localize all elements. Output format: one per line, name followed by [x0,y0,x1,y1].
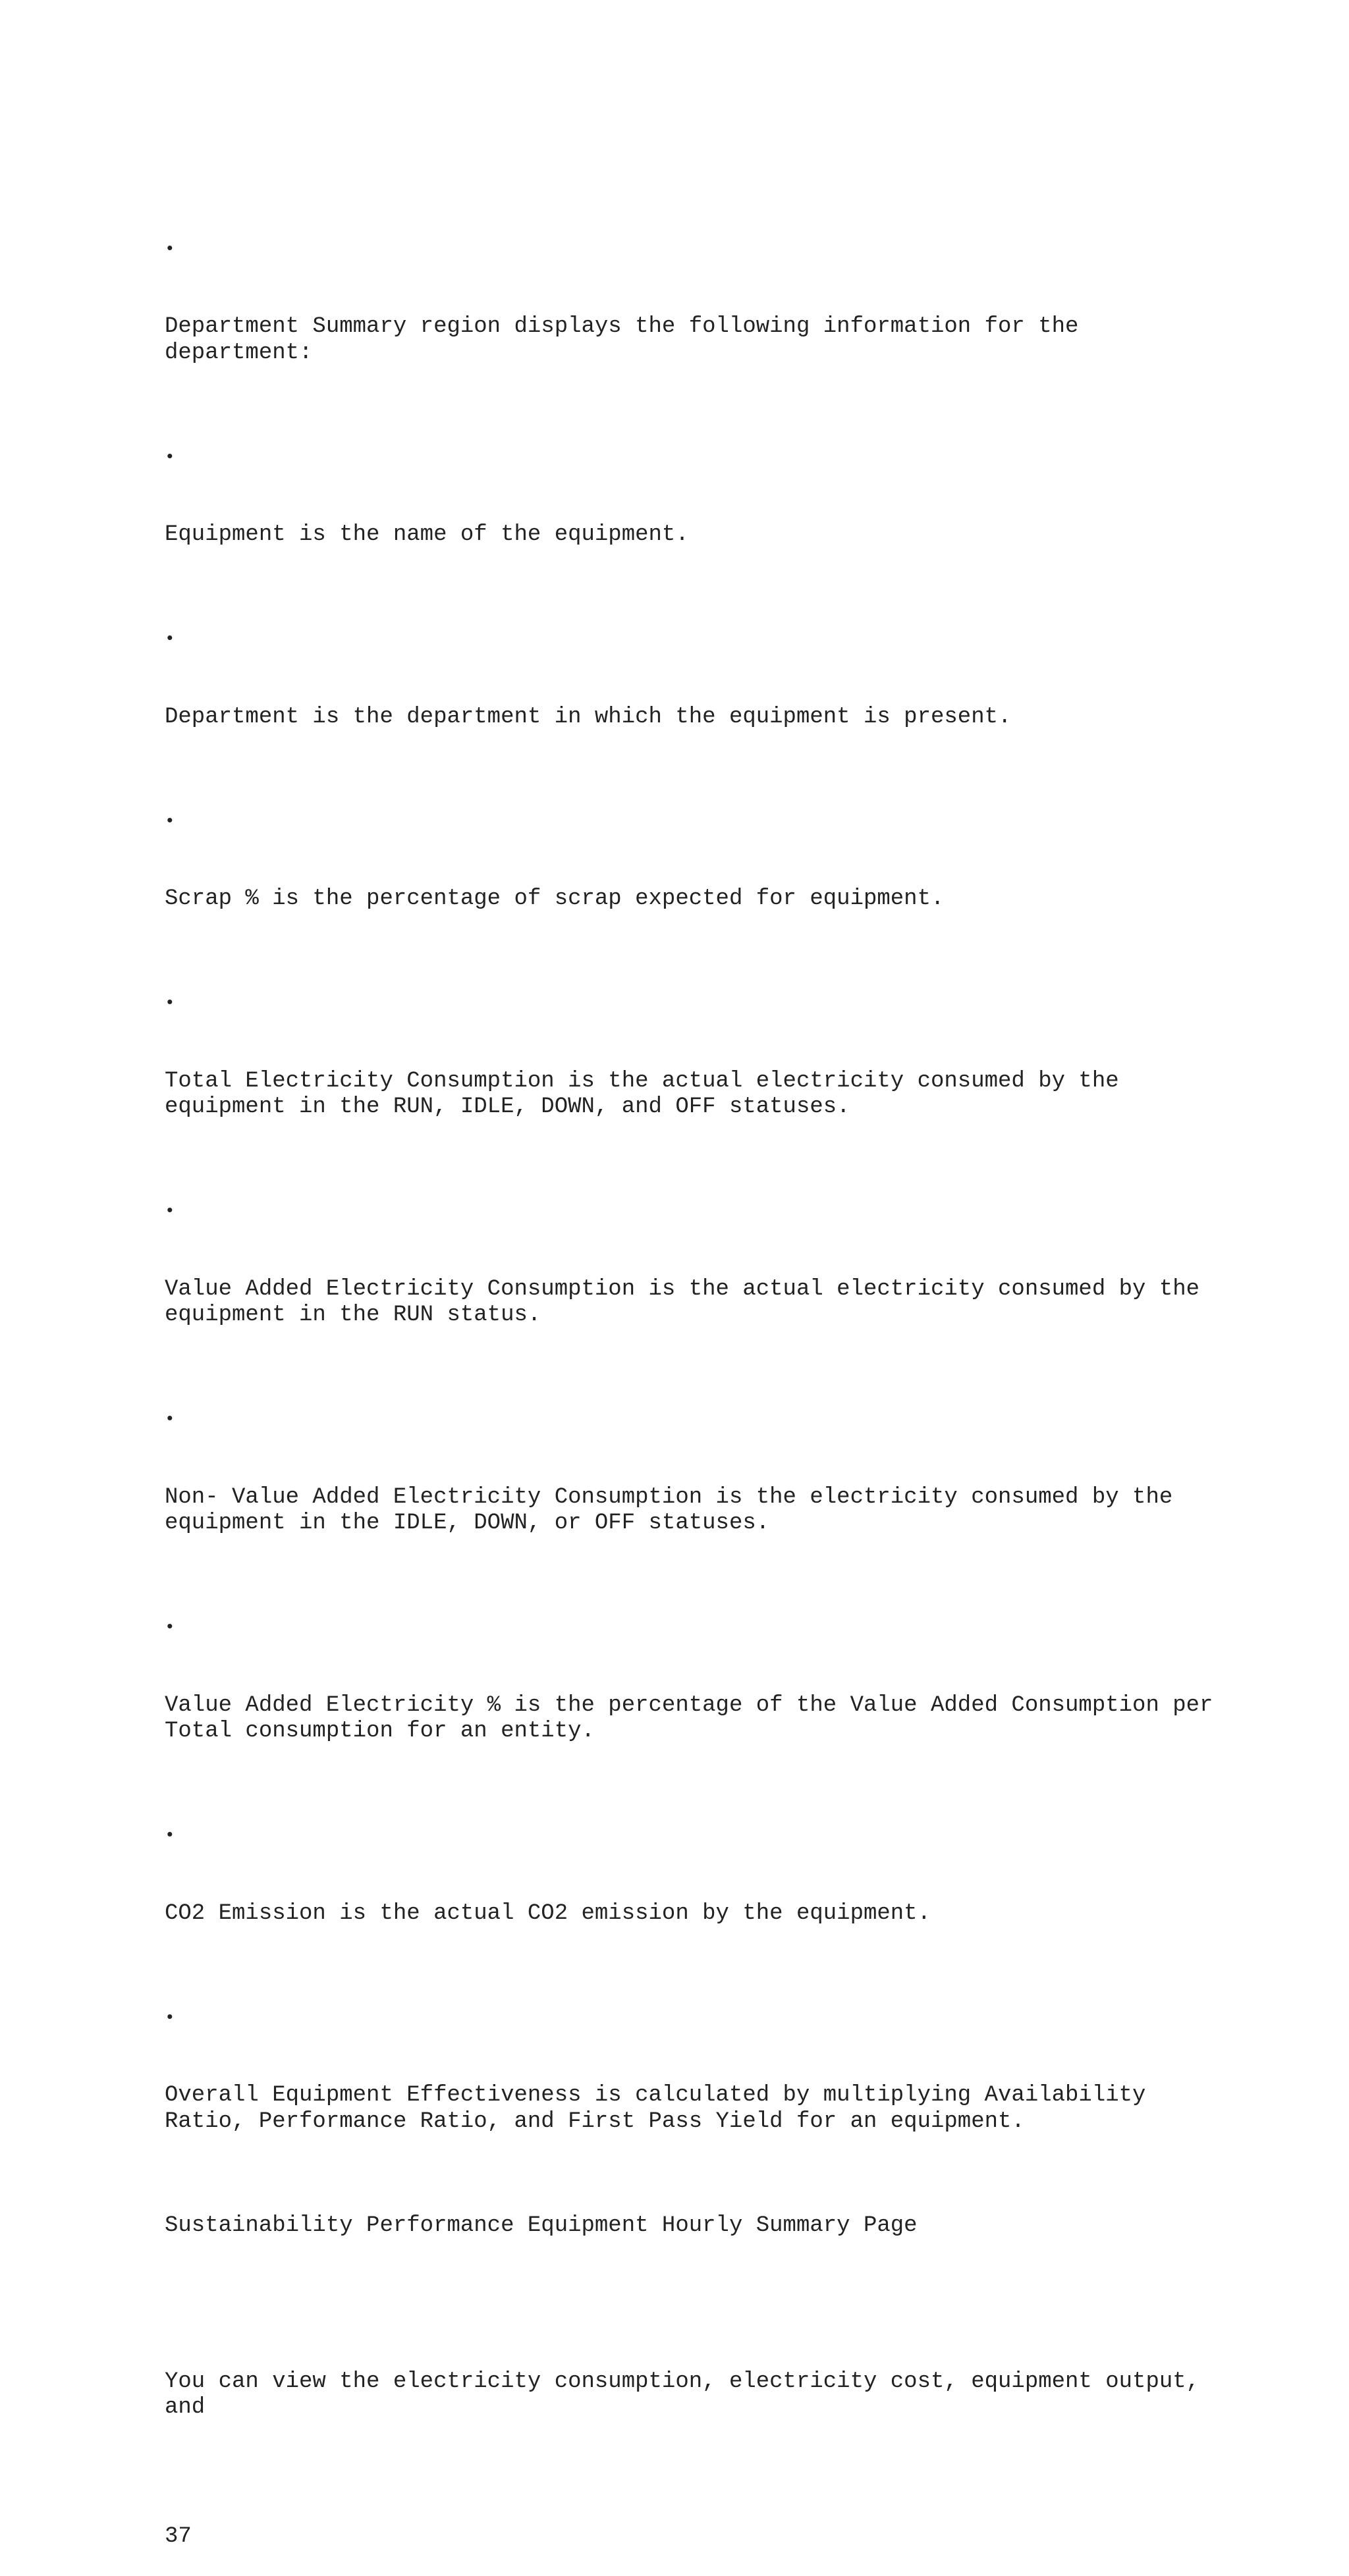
page-number: 37 [165,2524,192,2549]
list-item-scrap: Scrap % is the percentage of scrap expected for equipment. [165,886,945,911]
bullet-glyph: • [165,1825,175,1845]
bullet-glyph: • [165,238,175,259]
bullet-glyph: • [165,1201,175,1221]
bullet-glyph: • [165,629,175,649]
body-paragraph: You can view the electricity consumption, electricity cost, equipment output, and [165,2369,1213,2420]
bullet-glyph: • [165,446,175,467]
bullet-glyph: • [165,1409,175,1429]
document-page [165,158,1226,2576]
list-item-value-added-consumption: Value Added Electricity Consumption is the actual electricity consumed by the equipment in the RUN status. [165,1276,1213,1328]
bullet-glyph: • [165,1617,175,1637]
bullet-glyph: • [165,811,175,831]
bullet-glyph: • [165,2007,175,2027]
list-item-non-value-added-consumption: Non- Value Added Electricity Consumption is the electricity consumed by the equipment in the IDLE, DOWN, or OFF statuses. [165,1484,1186,1536]
list-item-oee: Overall Equipment Effectiveness is calculated by multiplying Availability Ratio, Performance Ratio, and First Pass Yield for an equipment. [165,2083,1159,2134]
list-item-value-added-percent: Value Added Electricity % is the percentage of the Value Added Consumption per Total consumption for an entity. [165,1692,1226,1744]
blank-line [165,2291,1219,2317]
bullet-glyph: • [165,993,175,1013]
list-item-department: Department is the department in which the equipment is present. [165,704,1012,730]
list-item-co2-emission: CO2 Emission is the actual CO2 emission by the equipment. [165,1900,931,1926]
section-heading: Sustainability Performance Equipment Hourly Summary Page [165,2213,918,2238]
list-item-equipment: Equipment is the name of the equipment. [165,522,689,547]
list-item-total-electricity: Total Electricity Consumption is the actual electricity consumed by the equipment in the RUN, IDLE, DOWN, and OFF statuses. [165,1068,1133,1119]
list-item-department-summary: Department Summary region displays the following information for the department: [165,314,1092,365]
